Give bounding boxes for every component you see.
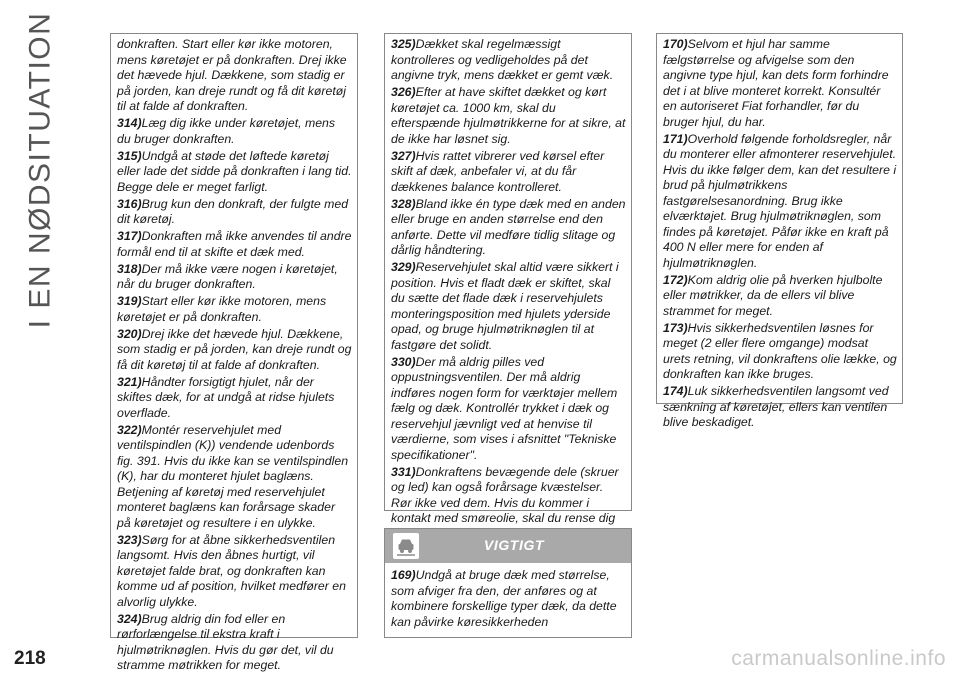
note-number: 330) [391,354,416,369]
note-list-2 [391,37,626,542]
note-text: Start eller kør ikke motoren, mens køretøjet er på donkraften. [117,294,327,324]
note-number: 328) [391,196,416,211]
note-text: Bland ikke én type dæk med en anden eller bruge en anden størrelse end den anførte. Dette vil medføre tidlig slitage og dårlig håndtering. [391,196,626,257]
section-title-vertical [18,11,62,329]
warning-header [385,529,631,563]
note-item [391,37,626,84]
note-item [663,321,897,383]
warning-box [384,528,632,638]
note-item [117,327,352,374]
note-text: Undgå at bruge dæk med størrelse, som afviger fra den, der anføres og at kombinere forskellige typer dæk, da dette kan påvirke køresikkerheden [391,568,617,629]
note-text: Selvom et hjul har samme fælgstørrelse og afvigelse som den angivne type hjul, kan dets form forhindre det i at blive monteret korrekt. Konsultér en autoriseret Fiat forhandler, før du bruger hjul, du har. [663,37,889,129]
note-item [117,423,352,532]
notes-column-3 [656,33,903,429]
note-item [117,229,352,260]
note-text: Reservehjulet skal altid være sikkert i position. Hvis et fladt dæk er skiftet, skal du sætte det flade dæk i reservehjulets monteringsposition med hjulets yderside opad, og bruge hjulmøtriknøglen til at fastgøre det solidt. [391,260,619,352]
note-text: Læg dig ikke under køretøjet, mens du bruger donkraften. [117,116,336,146]
note-item [117,533,352,611]
note-number: 172) [663,272,688,287]
note-text: Kom aldrig olie på hverken hjulbolte eller møtrikker, da de ellers vil blive strammet for meget. [663,272,883,318]
note-text: Hvis sikkerhedsventilen løsnes for meget (2 eller flere omgange) modsat urets retning, vil donkraftens olie lække, og donkraften kan ikke bruges. [663,320,897,381]
note-number: 315) [117,148,142,163]
note-list-3 [663,37,897,431]
note-number: 324) [117,611,142,626]
note-text: Sørg for at åbne sikkerhedsventilen langsomt. Hvis den åbnes hurtigt, vil køretøjet falde brat, og donkraften kan komme ud af position, hvilket medfører en alvorlig ulykke. [117,532,346,609]
section-title: I EN NØDSITUATION [23,11,56,329]
note-item [663,132,897,272]
note-item [663,273,897,320]
note-number: 317) [117,229,142,243]
note-text: Undgå at støde det løftede køretøj eller lade det sidde på donkraften i lang tid. Begge dele er meget farligt. [117,148,352,194]
note-item [391,197,626,259]
notes-column-2 [384,33,632,525]
note-number: 318) [117,261,142,276]
note-text: Drej ikke det hævede hjul. Dækkene, som stadig er på jorden, kan dreje rundt og få dit køretøj til at falde af donkraften. [117,326,352,372]
note-text: Håndter forsigtigt hjulet, når der skiftes dæk, for at undgå at ridse hjulets overflade. [117,374,335,420]
notes-column-1 [110,33,358,672]
note-list-1 [117,116,352,674]
note-text: Luk sikkerhedsventilen langsomt ved sænkning af køretøjet, ellers kan ventilen blive beskadiget. [663,384,889,429]
note-number: 174) [663,384,688,398]
page-number: 218 [14,648,46,669]
note-number: 169) [391,568,416,582]
note-continuation: donkraften. Start eller kør ikke motoren, mens køretøjet er på donkraften. Drej ikke det hævede hjul. Dækkene, som stadig er på jorden, kan dreje rundt og få dit køretøj til at falde af donkraften. [117,37,347,113]
note-number: 325) [391,37,416,51]
note-item [117,262,352,293]
note-number: 173) [663,320,688,335]
note-item [391,568,626,630]
warning-list [385,563,631,630]
note-item [117,197,352,228]
note-text: Der må ikke være nogen i køretøjet, når du bruger donkraften. [117,261,338,291]
note-text: Donkraften må ikke anvendes til andre formål end til at skifte et dæk med. [117,229,352,259]
note-text: Montér reservehjulet med ventilspindlen (K)) vendende udenbords fig. 391. Hvis du ikke kan se ventilspindlen (K), har du monteret hjulet baglæns. Betjening af køretøj med reservehjulet monteret baglæns kan forårsage skader på køretøjet og resultere i en ulykke. [117,422,349,530]
note-text: Dækket skal regelmæssigt kontrolleres og vedligeholdes på det angivne tryk, mens dækket er gemt væk. [391,37,614,82]
note-number: 171) [663,131,688,146]
watermark: carmanualsonline.info [731,647,946,670]
note-number: 327) [391,148,416,163]
note-number: 331) [391,464,416,479]
warning-title: VIGTIGT [483,537,545,554]
note-number: 314) [117,116,142,130]
note-item [663,37,897,130]
note-item [117,294,352,325]
note-text: Brug aldrig din fod eller en rørforlængelse til ekstra kraft i hjulmøtriknøglen. Hvis du gør det, vil du stramme møtrikken for meget. [117,611,334,672]
note-number: 320) [117,326,142,341]
note-item [117,149,352,196]
note-item [391,260,626,353]
note-number: 170) [663,37,688,51]
note-number: 323) [117,532,142,547]
note-item [391,355,626,464]
note-text: Brug kun den donkraft, der fulgte med dit køretøj. [117,196,349,226]
note-number: 319) [117,294,142,308]
note-number: 329) [391,260,416,274]
note-text: Overhold følgende forholdsregler, når du monterer eller afmonterer reservehjulet. Hvis du ikke følger dem, kan det resultere i brud på hjulmøtrikkens fastgørelsesanordning. Brug ikke elværktøjet. Brug hjulmøtriknøglen, som findes på køretøjet. Påfør ikke en kraft på 400 N eller mere for enden af hjulmøtriknøglen. [663,131,897,270]
note-item [117,116,352,147]
note-item [391,149,626,196]
note-number: 321) [117,374,142,389]
note-item [117,612,352,674]
note-number: 322) [117,422,142,437]
note-text: Der må aldrig pilles ved oppustningsventilen. Der må aldrig indføres nogen form for værktøjer mellem fælg og dæk. Kontrollér trykket i dæk og reservehjul jævnligt ved at henvise til værdierne, som vises i afsnittet "Tekniske specifikationer". [391,354,618,462]
car-warning-icon [393,533,419,559]
note-item [663,384,897,431]
note-item [391,85,626,147]
note-text: Hvis rattet vibrerer ved kørsel efter skift af dæk, anbefaler vi, at du får dækkenes balance kontrolleret. [391,148,605,194]
note-number: 316) [117,196,142,211]
note-text: Efter at have skiftet dækket og kørt køretøjet ca. 1000 km, skal du efterspænde hjulmøtrikkerne for at sikre, at de ikke har løsnet sig. [391,85,626,146]
note-text: Donkraftens bevægende dele (skruer og led) kan også forårsage kvæstelser. Rør ikke ved dem. Hvis du kommer i kontakt med smøreolie, skal du rense dig [391,464,619,525]
note-number: 326) [391,85,416,99]
note-item [117,375,352,422]
